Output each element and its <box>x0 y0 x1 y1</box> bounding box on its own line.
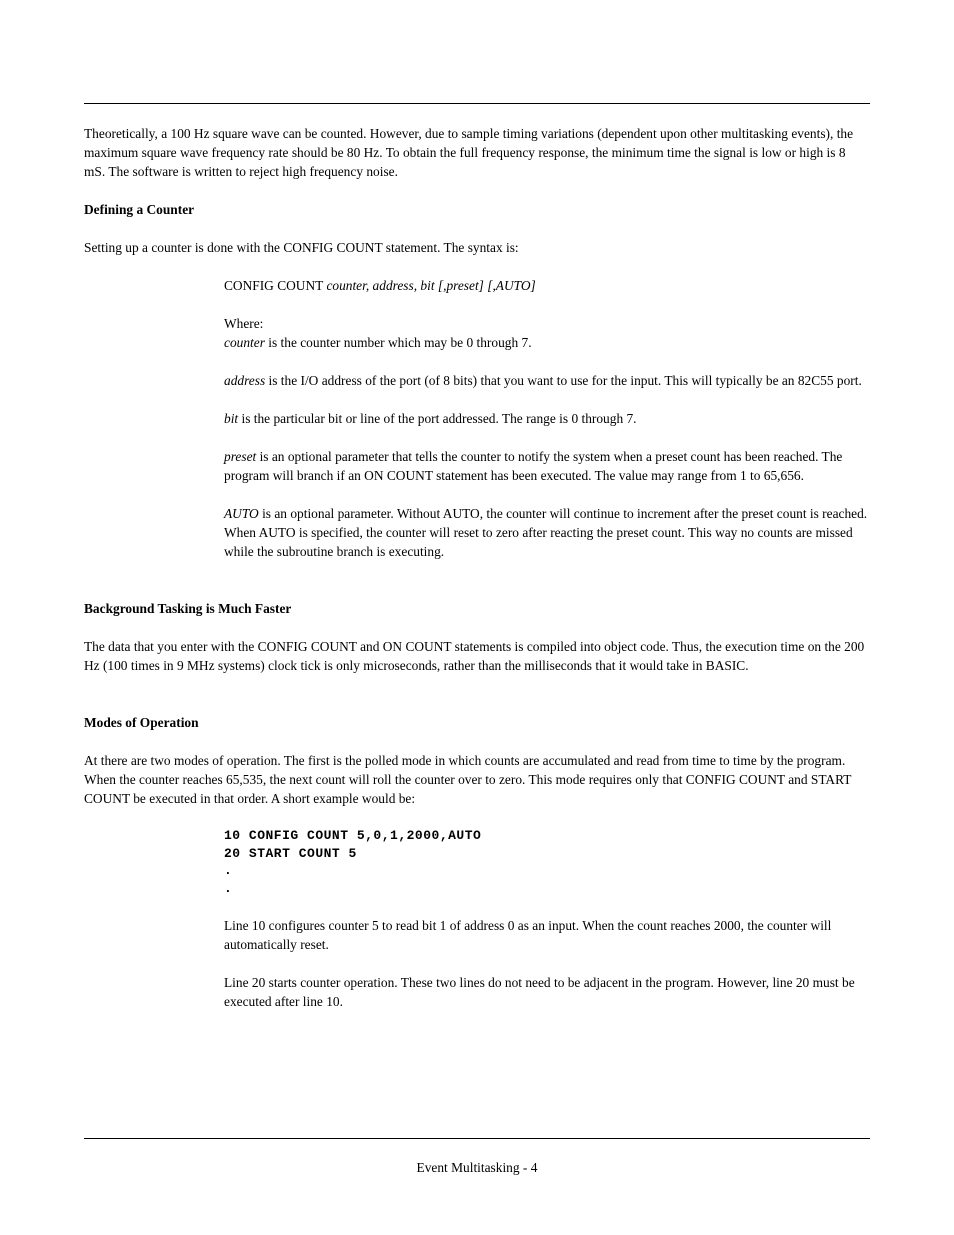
param-desc: is the counter number which may be 0 through 7. <box>264 335 532 350</box>
heading-background-tasking: Background Tasking is Much Faster <box>84 601 292 616</box>
param-preset <box>224 447 870 485</box>
background-body: The data that you enter with the CONFIG COUNT and ON COUNT statements is compiled into object code. Thus, the execution time on the 200 Hz (100 times in 9 MHz systems) clock tick is only microseconds, rather than the milliseconds that it would take in BASIC. <box>84 639 865 673</box>
param-auto <box>224 504 870 561</box>
param-bit <box>224 409 870 428</box>
code-line: 10 CONFIG COUNT 5,0,1,2000,AUTO <box>224 828 482 843</box>
page-body <box>84 124 870 1011</box>
code-example <box>224 827 870 897</box>
heading-defining-a-counter: Defining a Counter <box>84 202 195 217</box>
param-counter <box>224 333 870 352</box>
explain-line10: Line 10 configures counter 5 to read bit 1 of address 0 as an input. When the count reaches 2000, the counter will automatically reset. <box>224 918 832 952</box>
syntax-line <box>224 276 870 295</box>
page-footer: Event Multitasking - 4 <box>416 1160 538 1175</box>
modes-body: At there are two modes of operation. The first is the polled mode in which counts are accumulated and read from time to time by the program. When the counter reaches 65,535, the next count will roll the counter over to zero. This mode requires only that CONFIG COUNT and START COUNT be executed in that order. A short example would be: <box>84 753 852 806</box>
param-name: address <box>224 373 266 388</box>
param-name: bit <box>224 411 239 426</box>
param-name: counter <box>224 335 265 350</box>
param-desc: is the particular bit or line of the port addressed. The range is 0 through 7. <box>238 411 637 426</box>
intro-paragraph: Theoretically, a 100 Hz square wave can be counted. However, due to sample timing variations (dependent upon other multitasking events), the maximum square wave frequency rate should be 80 Hz. To obtain the full frequency response, the minimum time the signal is low or high is 8 mS. The software is written to reject high frequency noise. <box>84 126 854 179</box>
code-line: 20 START COUNT 5 <box>224 845 357 861</box>
param-desc: is the I/O address of the port (of 8 bits) that you want to use for the input. This will typically be an 82C55 port. <box>265 373 862 388</box>
header-rule <box>84 103 870 104</box>
where-label: Where: <box>224 316 264 331</box>
syntax-keyword: CONFIG COUNT <box>224 278 327 293</box>
param-name: AUTO <box>224 506 259 521</box>
heading-modes-of-operation: Modes of Operation <box>84 715 199 730</box>
footer-rule <box>84 1138 870 1139</box>
param-address <box>224 371 870 390</box>
param-desc: is an optional parameter that tells the counter to notify the system when a preset count has been reached. The program will branch if an ON COUNT statement has been executed. The value may range from 1 to 65,656. <box>224 449 843 483</box>
explain-line20: Line 20 starts counter operation. These two lines do not need to be adjacent in the program. However, line 20 must be executed after line 10. <box>224 975 855 1009</box>
defining-intro: Setting up a counter is done with the CONFIG COUNT statement. The syntax is: <box>84 240 519 255</box>
param-name: preset <box>224 449 257 464</box>
syntax-args: counter, address, bit [,preset] [,AUTO] <box>326 278 536 293</box>
code-line: . <box>224 880 233 896</box>
code-line: . <box>224 863 233 878</box>
param-desc: is an optional parameter. Without AUTO, the counter will continue to increment after the preset count is reached. When AUTO is specified, the counter will reset to zero after reacting the preset count. This way no counts are missed while the subroutine branch is executing. <box>224 506 868 559</box>
